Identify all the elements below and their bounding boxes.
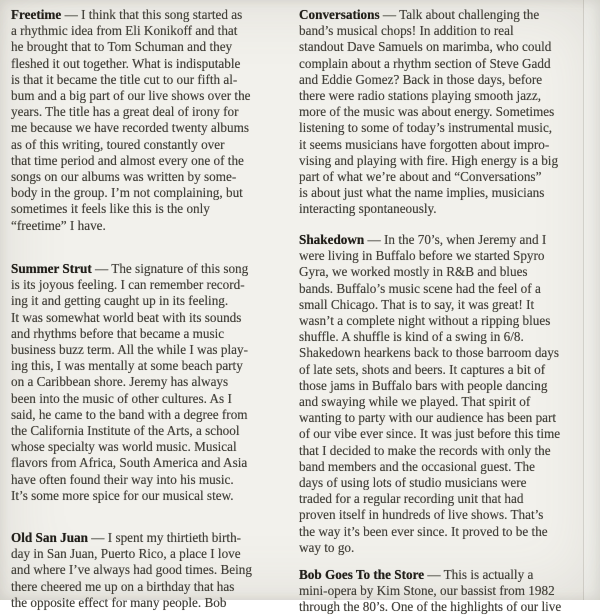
text-column-left [11, 0, 295, 610]
text-line [11, 7, 295, 23]
text-line: mini-opera by Kim Stone, our bassist from 1982 [299, 583, 555, 599]
text-line: band’s musical chops! In addition to real [299, 23, 514, 39]
text-line: the California Institute of the Arts, a school [11, 423, 240, 439]
song-note-section [299, 7, 600, 218]
text-line [11, 530, 295, 546]
text-line [299, 567, 600, 583]
song-title-heading: Conversations [299, 7, 380, 22]
text-line [11, 261, 295, 277]
text-line: interacting spontaneously. [299, 201, 437, 217]
text-line: he brought that to Tom Schuman and they [11, 39, 233, 55]
text-line: ing it and getting caught up in its feeling. [11, 293, 229, 309]
text-line: on a Caribbean shore. Jeremy has always [11, 374, 229, 390]
text-line: through the 80’s. One of the highlights of our live [299, 599, 562, 615]
song-note-section [11, 261, 295, 504]
text-line: standout Dave Samuels on marimba, who could [299, 39, 552, 55]
text-line: way to go. [299, 539, 355, 555]
song-title-heading: Old San Juan [11, 530, 88, 545]
text-line: It was somewhat world beat with its sounds [11, 309, 242, 325]
text-line: is about just what the name implies, musicians [299, 185, 545, 201]
song-title-heading: Shakedown [299, 232, 365, 247]
song-note-section [299, 567, 600, 616]
text-line: songs on our albums was written by some- [11, 169, 237, 185]
text-line: fleshed it out together. What is indisputable [11, 55, 241, 71]
text-line [299, 232, 600, 248]
text-line: part of what we’re about and “Conversations” [299, 169, 542, 185]
song-title-heading: Freetime [11, 7, 62, 22]
text-line: me because we have recorded twenty albums [11, 120, 250, 136]
text-line: is its joyous feeling. I can remember record- [11, 277, 245, 293]
text-line: a rhythmic idea from Eli Konikoff and that [11, 23, 238, 39]
text-line: complain about a rhythm section of Steve Gadd [299, 55, 551, 71]
heading-lead-text: — This is actually a [427, 567, 534, 582]
text-line: the way it’s been ever since. It proved to be the [299, 523, 548, 539]
text-line [299, 7, 600, 23]
text-line: “freetime” I have. [11, 217, 106, 233]
text-line: that I decided to make the records with only the [299, 442, 551, 458]
song-note-section [11, 7, 295, 234]
text-line: business buzz term. All the while I was play- [11, 342, 248, 358]
text-line: years. The title has a great deal of irony for [11, 104, 239, 120]
text-line: wanting to party with our audience has been part [299, 410, 557, 426]
text-line: the opposite effect for many people. Bob [11, 594, 227, 610]
text-line: band members and the occasional guest. The [299, 458, 535, 474]
text-line: and rhythms before that became a music [11, 325, 225, 341]
text-line: there were radio stations playing smooth jazz, [299, 88, 542, 104]
text-line: It’s some more spice for our musical stew. [11, 487, 234, 503]
song-note-section [11, 530, 295, 611]
text-line: and where I’ve always had good times. Being [11, 562, 252, 578]
text-line: more of the music was about energy. Sometimes [299, 104, 555, 120]
text-line: been into the music of other cultures. As I [11, 390, 232, 406]
text-line: day in San Juan, Puerto Rico, a place I love [11, 546, 241, 562]
text-line: body in the group. I’m not complaining, but [11, 185, 243, 201]
text-line: bum and a big part of our live shows over the [11, 88, 251, 104]
text-line: flavors from Africa, South America and Asia [11, 455, 248, 471]
text-line: and swaying while we played. That spirit of [299, 394, 531, 410]
text-line: Shakedown hearkens back to those barroom days [299, 345, 560, 361]
text-line: of our vibe ever since. It was just before this time [299, 426, 561, 442]
text-line: said, he came to the band with a degree from [11, 406, 248, 422]
text-column-right [299, 0, 600, 615]
text-line: sometimes it feels like this is the only [11, 201, 210, 217]
text-line: were living in Buffalo before we started Spyro [299, 248, 545, 264]
song-title-heading: Summer Strut [11, 261, 92, 276]
text-line: traded for a regular recording unit that had [299, 491, 524, 507]
text-line: there cheered me up on a birthday that has [11, 578, 235, 594]
text-line: as of this writing, toured constantly over [11, 136, 225, 152]
text-line: vising and playing with fire. High energy is a big [299, 152, 559, 168]
text-line: small Chicago. That is to say, it was great! It [299, 296, 535, 312]
text-line: that time period and almost every one of the [11, 152, 244, 168]
text-line: whose specialty was world music. Musical [11, 439, 237, 455]
heading-lead-text: — I think that this song started as [64, 7, 243, 22]
text-line: those jams in Buffalo bars with people dancing [299, 377, 548, 393]
text-line: have often found their way into his music. [11, 471, 234, 487]
text-line: is that it became the title cut to our fifth al- [11, 71, 238, 87]
text-line: listening to some of today’s instrumental music, [299, 120, 553, 136]
text-line: and Eddie Gomez? Back in those days, before [299, 71, 543, 87]
text-line: days of using lots of studio musicians were [299, 475, 527, 491]
text-line: proven itself in hundreds of live shows. That’s [299, 507, 544, 523]
text-line: wasn’t a complete night without a ripping blues [299, 313, 551, 329]
heading-lead-text: — The signature of this song [95, 261, 249, 276]
heading-lead-text: — I spent my thirtieth birth- [91, 530, 242, 545]
text-line: bands. Buffalo’s music scene had the feel of a [299, 280, 541, 296]
heading-lead-text: — Talk about challenging the [382, 7, 540, 22]
text-line: of late sets, shots and beers. It captures a bit of [299, 361, 546, 377]
text-line: ing this, I was mentally at some beach party [11, 358, 243, 374]
text-line: shuffle. A shuffle is kind of a swing in 6/8. [299, 329, 524, 345]
song-note-section [299, 232, 600, 556]
text-line: Gyra, we worked mostly in R&B and blues [299, 264, 528, 280]
text-line: it seems musicians have forgotten about impro- [299, 136, 550, 152]
heading-lead-text: — In the 70’s, when Jeremy and I [367, 232, 547, 247]
song-title-heading: Bob Goes To the Store [299, 567, 425, 582]
